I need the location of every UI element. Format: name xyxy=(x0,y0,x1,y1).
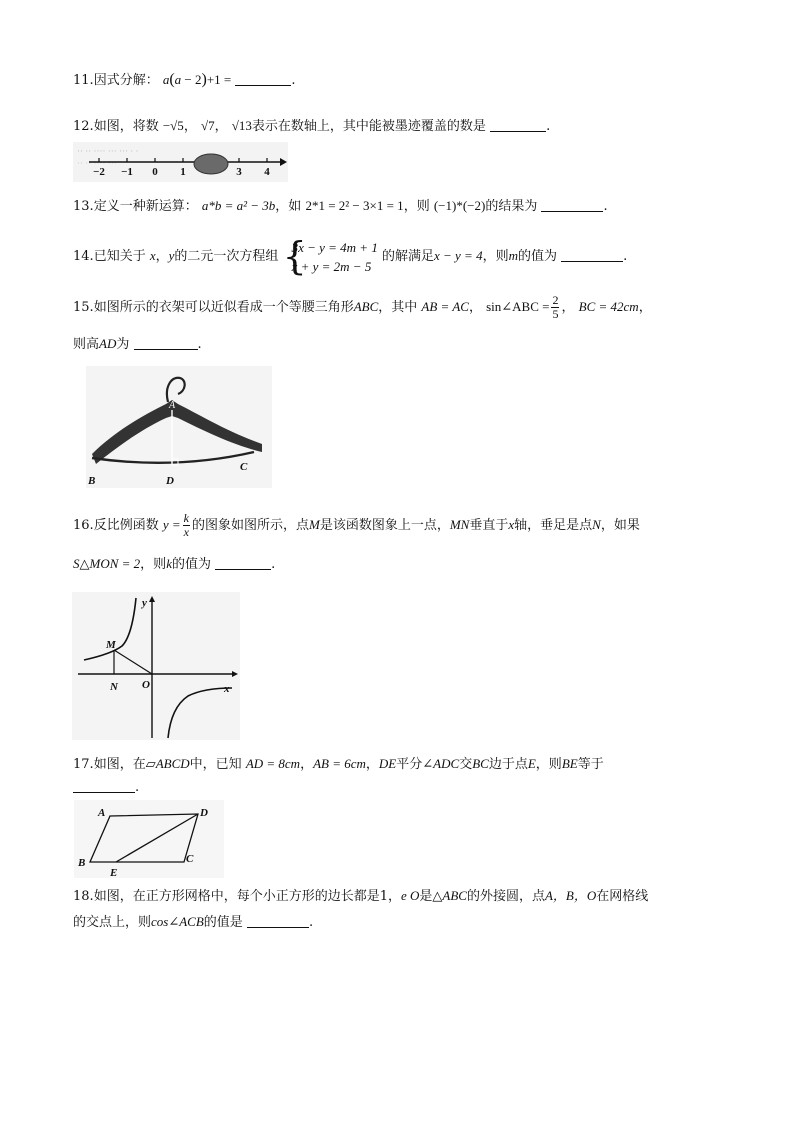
tick-label: 3 xyxy=(236,166,242,178)
svg-text:B: B xyxy=(78,857,86,869)
bleed-through-text: ·· ·· ···· ··· ··· · · xyxy=(77,146,139,156)
svg-text:A: A xyxy=(168,400,176,411)
answer-blank[interactable] xyxy=(561,247,623,262)
answer-blank[interactable] xyxy=(247,913,309,928)
svg-text:M: M xyxy=(106,639,116,651)
equation-system: { 3x − y = 4m + 1 x + y = 2m − 5 xyxy=(282,233,378,278)
question-17-line-2: . xyxy=(73,778,139,798)
svg-text:A: A xyxy=(98,807,106,819)
svg-text:y: y xyxy=(142,597,147,609)
svg-text:C: C xyxy=(240,461,248,473)
svg-text:·· ·· ···· ···: ·· ·· ···· ··· xyxy=(77,158,117,168)
svg-text:E: E xyxy=(110,867,118,878)
svg-text:D: D xyxy=(200,807,208,819)
svg-text:D: D xyxy=(166,475,174,487)
inverse-function-figure xyxy=(72,592,240,740)
tick-label: 0 xyxy=(152,166,158,178)
question-17: 17.如图，在▱ABCD中，已知 AD = 8cm，AB = 6cm，DE平分∠ADC交BC边于点E，则BE等于 xyxy=(73,756,604,772)
svg-text:B: B xyxy=(88,475,96,487)
tick-label: 1 xyxy=(180,166,186,178)
answer-blank[interactable] xyxy=(215,555,271,570)
question-13: 13.定义一种新运算： a*b = a² − 3b，如 2*1 = 2² − 3×1 = 1，则 (−1)*(−2)的结果为 . xyxy=(73,198,608,214)
svg-text:N: N xyxy=(110,681,118,693)
tick-label: −1 xyxy=(121,166,133,178)
tick-label: −2 xyxy=(93,166,105,178)
question-18: 18.如图，在正方形网格中，每个小正方形的边长都是1，e O是△ABC的外接圆，点A，B，O在网格线 xyxy=(73,888,649,904)
question-15-line-2: 则高AD为 . xyxy=(73,336,202,352)
answer-blank[interactable] xyxy=(490,117,546,132)
clothes-hanger-figure xyxy=(86,366,272,488)
answer-blank[interactable] xyxy=(235,71,291,86)
question-11: 11.因式分解： a(a − 2)+1 = . xyxy=(73,71,296,88)
tick-label: 4 xyxy=(264,166,270,178)
parallelogram-figure xyxy=(74,800,224,878)
ink-blot xyxy=(194,154,228,174)
svg-text:O: O xyxy=(142,679,150,691)
answer-blank[interactable] xyxy=(73,778,135,793)
question-16-line-2: S△MON = 2，则k的值为 . xyxy=(73,556,276,572)
question-14: 14.已知关于 x，y的二元一次方程组 { 3x − y = 4m + 1 x + y = 2m − 5 的解满足x − y = 4，则m的值为 . xyxy=(73,233,628,278)
answer-blank[interactable] xyxy=(134,335,198,350)
question-18-line-2: 的交点上，则cos∠ACB的值是 . xyxy=(73,914,314,930)
svg-text:x: x xyxy=(224,683,230,695)
question-15: 15.如图所示的衣架可以近似看成一个等腰三角形ABC，其中 AB = AC， sin∠ABC = $\frac{2}{5}$ ， BC = 42cm， xyxy=(73,293,652,321)
question-12: 12.如图，将数 −√5， √7， √13表示在数轴上，其中能被墨迹覆盖的数是 . xyxy=(73,118,551,134)
svg-text:C: C xyxy=(186,853,194,865)
number-line-figure xyxy=(73,142,288,182)
question-16: 16.反比例函数 y = $\frac{k}{x}$ 的图象如图所示，点M是该函数图象上一点，MN垂直于x轴，垂足是点N，如果 xyxy=(73,511,640,539)
answer-blank[interactable] xyxy=(541,197,603,212)
